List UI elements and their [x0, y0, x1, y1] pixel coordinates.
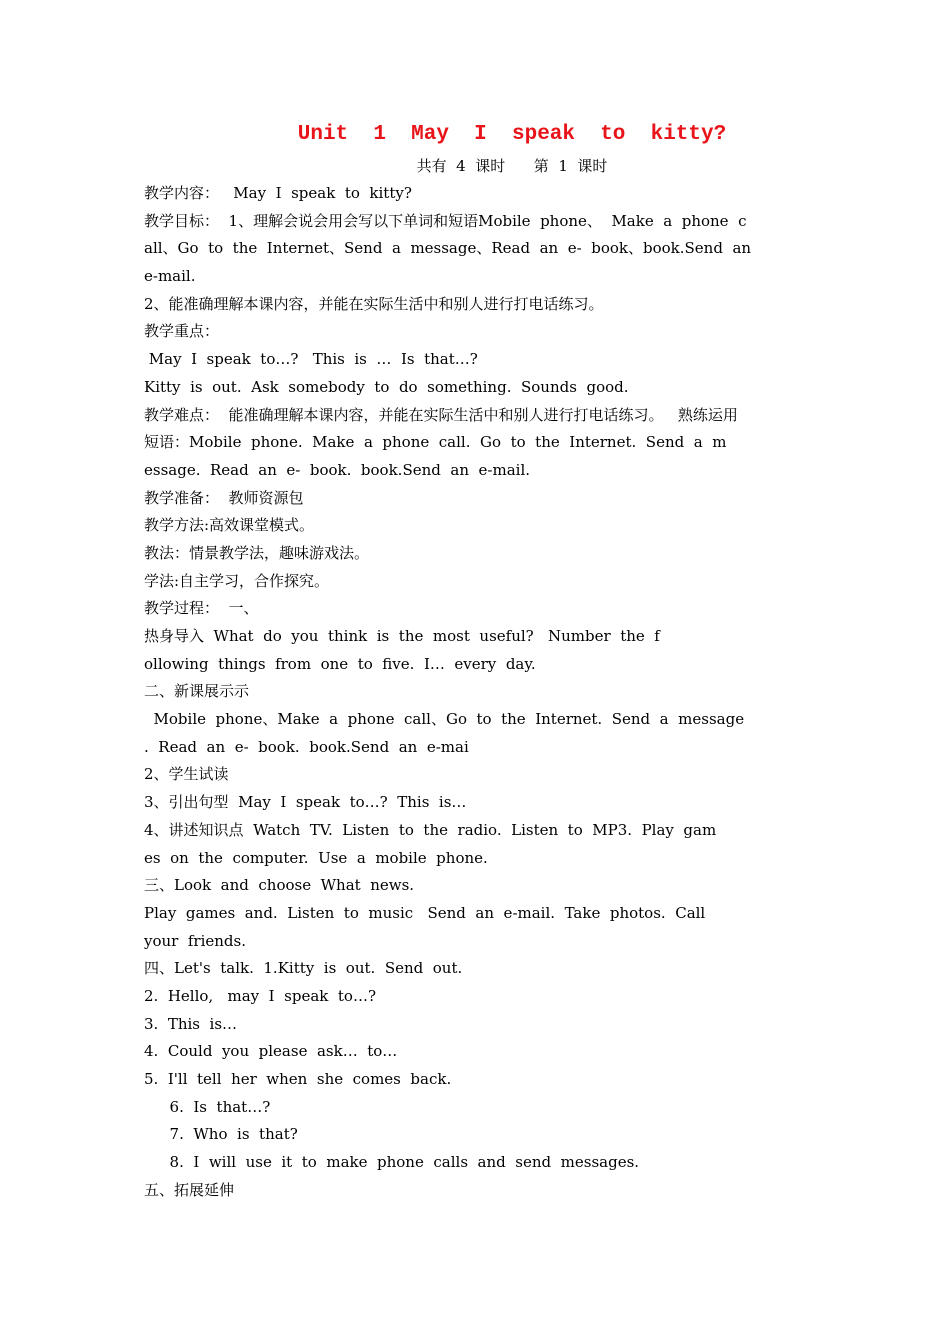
- body-line: 2、能准确理解本课内容，并能在实际生活中和别人进行打电话练习。: [144, 294, 604, 313]
- body-line: 教学准备： 教师资源包: [144, 488, 304, 507]
- body-line: your friends.: [144, 931, 246, 950]
- body-line: 五、拓展延伸: [144, 1180, 235, 1199]
- body-line: . Read an e- book. book.Send an e-mai: [144, 737, 469, 756]
- body-line: 3、引出句型 May I speak to…? This is…: [144, 793, 467, 812]
- body-line: 教学内容： May I speak to kitty?: [144, 184, 412, 202]
- body-line: 6. Is that…?: [160, 1097, 271, 1116]
- body-line: 三、Look and choose What news.: [144, 876, 415, 895]
- body-line: 2. Hello, may I speak to…?: [144, 986, 376, 1005]
- body-line: 二、新课展示示: [144, 682, 250, 701]
- body-line: May I speak to…? This is … Is that…?: [144, 350, 478, 369]
- body-line: 4. Could you please ask… to…: [144, 1042, 398, 1061]
- body-line: 四、Let's talk. 1.Kitty is out. Send out.: [144, 959, 463, 978]
- lesson-count: 共有 4 课时 第 1 课时: [416, 157, 608, 175]
- body-line: 8. I will use it to make phone calls and send messages.: [160, 1153, 640, 1172]
- body-line: 教学难点： 能准确理解本课内容，并能在实际生活中和别人进行打电话练习。 熟练运用: [144, 405, 738, 424]
- body-line: all、Go to the Internet、Send a message、Read an e- book、book.Send an: [144, 239, 752, 258]
- body-line: e-mail.: [144, 267, 196, 286]
- document-page: [144, 118, 808, 1204]
- body-line: Kitty is out. Ask somebody to do something. Sounds good.: [144, 377, 629, 396]
- document-title: Unit 1 May I speak to kitty?: [297, 123, 727, 146]
- body-line: Play games and. Listen to music Send an e-mail. Take photos. Call: [144, 903, 706, 922]
- body-line: Mobile phone、Make a phone call、Go to the Internet. Send a message: [144, 710, 745, 729]
- body-line: 5. I'll tell her when she comes back.: [144, 1070, 452, 1088]
- body-line: 学法:自主学习，合作探究。: [144, 571, 330, 590]
- body-line: 4、讲述知识点 Watch TV. Listen to the radio. Listen to MP3. Play gam: [144, 820, 717, 839]
- body-line: 教学目标： 1、理解会说会用会写以下单词和短语Mobile phone、 Make a phone c: [144, 211, 747, 230]
- body-line: essage. Read an e- book. book.Send an e-mail.: [144, 460, 531, 479]
- body-line: 教学方法:高效课堂模式。: [144, 516, 315, 535]
- body-line: 教学过程： 一、: [144, 599, 259, 618]
- body-line: 短语：Mobile phone. Make a phone call. Go to the Internet. Send a m: [144, 433, 727, 452]
- body-line: 教学重点：: [144, 322, 220, 341]
- body-line: ollowing things from one to five. I… every day.: [144, 654, 536, 673]
- body-line: 7. Who is that?: [160, 1125, 298, 1144]
- body-line: es on the computer. Use a mobile phone.: [144, 848, 488, 867]
- body-line: 2、学生试读: [144, 765, 229, 784]
- body-line: 热身导入 What do you think is the most useful? Number the f: [144, 627, 660, 645]
- body-line: 3. This is…: [144, 1014, 238, 1033]
- body-line: 教法：情景教学法，趣味游戏法。: [144, 543, 370, 562]
